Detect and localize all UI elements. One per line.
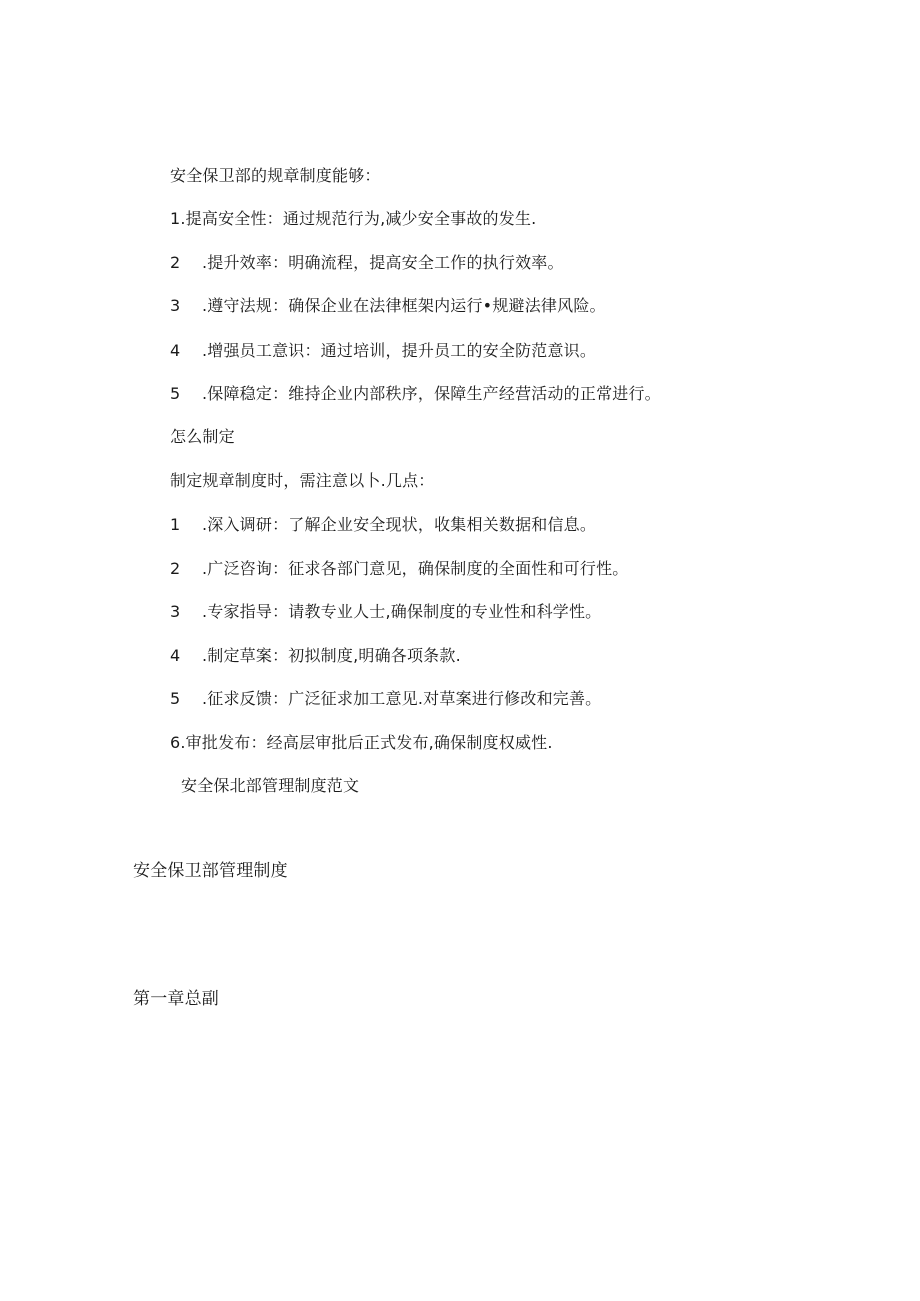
step-item-6: [170, 733, 553, 753]
benefit-number: 2: [170, 253, 181, 272]
step-text: .广泛咨询：征求各部门意见，确保制度的全面性和可行性。: [202, 559, 629, 578]
benefit-item-5: [170, 384, 661, 404]
benefit-item-3: [170, 296, 606, 316]
step-number: 1: [170, 515, 181, 534]
step-text: .制定草案：初拟制度,明确各项条款.: [202, 646, 461, 665]
benefit-item-4: [170, 341, 596, 361]
benefit-text: 提高安全性：通过规范行为,减少安全事故的发生.: [185, 209, 537, 228]
benefit-text: .遵守法规：确保企业在法律框架内运行•规避法律风险。: [202, 296, 606, 315]
doc-title: 安全保卫部管理制度: [133, 861, 288, 881]
benefit-number: 5: [170, 384, 181, 403]
step-number: 5: [170, 689, 181, 708]
chapter-title: 第一章总副: [133, 989, 219, 1009]
benefit-text: .增强员工意识：通过培训，提升员工的安全防范意识。: [202, 341, 597, 360]
intro-text: 安全保卫部的规章制度能够：: [170, 166, 381, 185]
benefit-text: .提升效率：明确流程，提高安全工作的执行效率。: [202, 253, 564, 272]
step-item-2: [170, 559, 629, 579]
benefit-item-2: [170, 253, 564, 273]
sample-title: 安全保北部管理制度范文: [181, 776, 360, 795]
step-item-5: [170, 689, 601, 709]
step-number: 3: [170, 602, 181, 621]
step-number: 2: [170, 559, 181, 578]
step-text: .征求反馈：广泛征求加工意见.对草案进行修改和完善。: [202, 689, 602, 708]
step-number: 4: [170, 646, 181, 665]
how-heading: 怎么制定: [170, 427, 235, 446]
benefit-number: 3: [170, 296, 181, 315]
step-text: .深入调研：了解企业安全现状，收集相关数据和信息。: [202, 515, 597, 534]
benefit-text: .保障稳定：维持企业内部秩序，保障生产经营活动的正常进行。: [202, 384, 661, 403]
how-intro-text: 制定规章制度时，需注意以卜.几点：: [170, 471, 435, 490]
benefit-number: 4: [170, 341, 181, 360]
step-text: 审批发布：经高层审批后正式发布,确保制度权威性.: [185, 733, 553, 752]
step-item-1: [170, 515, 596, 535]
benefit-number: 1.: [170, 209, 186, 228]
step-item-4: [170, 646, 461, 666]
step-number: 6.: [170, 733, 186, 752]
step-item-3: [170, 602, 601, 622]
step-text: .专家指导：请教专业人士,确保制度的专业性和科学性。: [202, 602, 602, 621]
benefit-item-1: [170, 209, 536, 229]
